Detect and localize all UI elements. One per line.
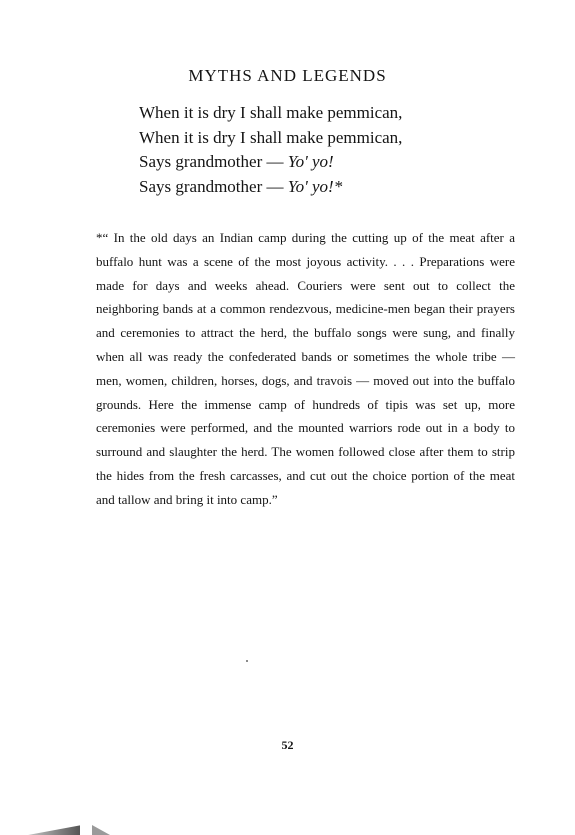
running-head: MYTHS AND LEGENDS (188, 66, 387, 85)
verse-stanza (139, 101, 402, 199)
verse-line-text: Says grandmother — (139, 176, 288, 196)
page-number: 52 (281, 738, 294, 752)
scan-edge-artifact (92, 825, 110, 835)
scan-speck (246, 660, 248, 662)
verse-line-text: When it is dry I shall make pemmican, (139, 103, 403, 122)
verse-line (139, 175, 402, 200)
footnote (96, 226, 515, 512)
footnote-text: *“ In the old days an Indian camp during the cutting up of the meat after a buffalo hunt was a scene of the most joyous activity. . . . Preparations were made for days and weeks ahead. Couriers were sent out to collect the neighboring bands at a common rendezvous, medicine-men began their prayers and ceremonies to attract the herd, the buffalo songs were sung, and finally when all was ready the confederated bands or sometimes the whole tribe — men, women, children, horses, dogs, and travois — moved out into the buffalo grounds. Here the immense camp of hundreds of tipis was set up, more ceremonies were performed, and the mounted warriors rode out in a body to surround and slaughter the herd. The women followed close after them to strip the hides from the fresh carcasses, and cut out the choice portion of the meat and tallow and bring it into camp.” (96, 230, 515, 507)
verse-line (139, 101, 402, 126)
verse-exclamation: Yo' yo! (287, 152, 334, 171)
scan-edge-artifact (0, 823, 80, 835)
verse-line (139, 126, 402, 151)
verse-line-text: When it is dry I shall make pemmican, (139, 127, 403, 147)
verse-line-text: Says grandmother — (139, 152, 288, 171)
verse-line (139, 150, 402, 175)
verse-exclamation: Yo' yo!* (287, 176, 343, 196)
